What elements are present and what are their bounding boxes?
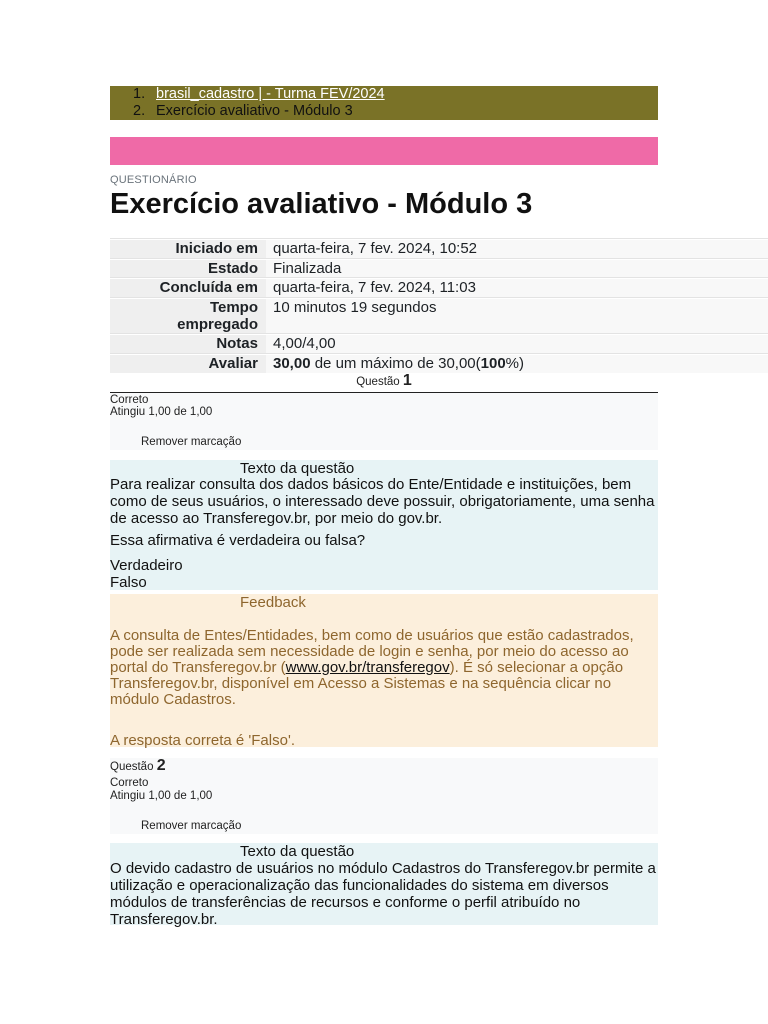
page-kicker: QUESTIONÁRIO (110, 174, 197, 186)
summary-row-grade (110, 353, 768, 373)
correct-answer: A resposta correta é 'Falso'. (110, 732, 295, 749)
question-label: Questão (110, 761, 154, 773)
remove-flag-link[interactable]: Remover marcação (141, 436, 242, 448)
summary-key: Estado (110, 260, 266, 278)
breadcrumb-current: Exercício avaliativo - Módulo 3 (156, 103, 353, 119)
breadcrumb-number: 1. (133, 86, 146, 102)
summary-row-grades (110, 333, 768, 353)
feedback-text-end: ). É só selecionar a opção Transferegov.br, disponível em Acesso a Sistemas e na sequência clicar no módulo Cadastros. (110, 659, 624, 708)
question-number: 1 (402, 372, 412, 389)
question-text-title: Texto da questão (240, 460, 355, 477)
question-status: Correto (110, 394, 149, 406)
summary-key-line: empregado (177, 316, 258, 333)
question-grade: Atingiu 1,00 de 1,00 (110, 406, 213, 418)
question-text: O devido cadastro de usuários no módulo Cadastros do Transferegov.br permite a utilização e operacionalização das funcionalidades do sistema em diversos módulos de transferências de recursos e conforme o perfil atribuído no Transferegov.br. (110, 860, 656, 928)
remove-flag-link[interactable]: Remover marcação (141, 820, 242, 832)
question-text-title: Texto da questão (240, 843, 355, 860)
summary-key: Concluída em (110, 279, 266, 297)
transferegov-link[interactable]: www.gov.br/transferegov (285, 659, 450, 676)
breadcrumb (110, 86, 658, 120)
summary-key: Iniciado em (110, 240, 266, 258)
feedback-text (110, 628, 640, 708)
summary-row-completed (110, 277, 768, 297)
question-text: Para realizar consulta dos dados básicos do Ente/Entidade e instituições, bem como de seus usuários, o interessado deve possuir, obrigatoriamente, uma senha de acesso ao Transferegov.br, por meio do gov.br. (110, 476, 655, 527)
question-1-info (110, 393, 658, 450)
page-title: Exercício avaliativo - Módulo 3 (110, 188, 533, 220)
grade-percent: 100 (480, 355, 506, 372)
summary-key (110, 299, 266, 334)
question-2-content (110, 843, 658, 928)
grade-score: 30,00 (273, 355, 311, 372)
question-status: Correto (110, 777, 149, 789)
summary-row-started (110, 238, 768, 258)
answer-option-false[interactable]: Falso (110, 574, 147, 591)
question-number: 2 (156, 757, 166, 774)
grade-end: %) (505, 355, 525, 372)
question-grade: Atingiu 1,00 de 1,00 (110, 790, 213, 802)
summary-value: 10 minutos 19 segundos (266, 299, 768, 334)
answer-option-true[interactable]: Verdadeiro (110, 557, 183, 574)
summary-value: quarta-feira, 7 fev. 2024, 11:03 (266, 279, 768, 297)
question-1-heading (110, 372, 658, 390)
summary-value: Finalizada (266, 260, 768, 278)
breadcrumb-item-quiz (110, 103, 658, 120)
summary-value: quarta-feira, 7 fev. 2024, 10:52 (266, 240, 768, 258)
breadcrumb-item-course[interactable] (110, 86, 658, 103)
summary-key-line: Tempo (209, 299, 258, 316)
question-label: Questão (356, 376, 400, 388)
breadcrumb-number: 2. (133, 103, 146, 119)
question-2-info (110, 758, 658, 834)
summary-value (266, 355, 768, 373)
summary-row-time-taken (110, 297, 768, 334)
accent-bar (110, 137, 658, 165)
feedback-text-start: A consulta de Entes/Entidades, bem como de usuários que estão cadastrados, pode ser realizada sem necessidade de login e senha, por meio do acesso ao portal do Transferegov.br ( (110, 627, 634, 676)
feedback-title: Feedback (240, 594, 306, 611)
question-1-content (110, 460, 658, 590)
question-2-heading (110, 759, 166, 774)
summary-key: Notas (110, 335, 266, 353)
breadcrumb-link-course[interactable]: brasil_cadastro | - Turma FEV/2024 (156, 86, 385, 102)
question-1-feedback (110, 594, 658, 747)
summary-row-state (110, 258, 768, 278)
summary-value: 4,00/4,00 (266, 335, 768, 353)
summary-key: Avaliar (110, 355, 266, 373)
grade-mid: de um máximo de 30,00( (310, 355, 481, 372)
question-prompt: Essa afirmativa é verdadeira ou falsa? (110, 532, 366, 549)
